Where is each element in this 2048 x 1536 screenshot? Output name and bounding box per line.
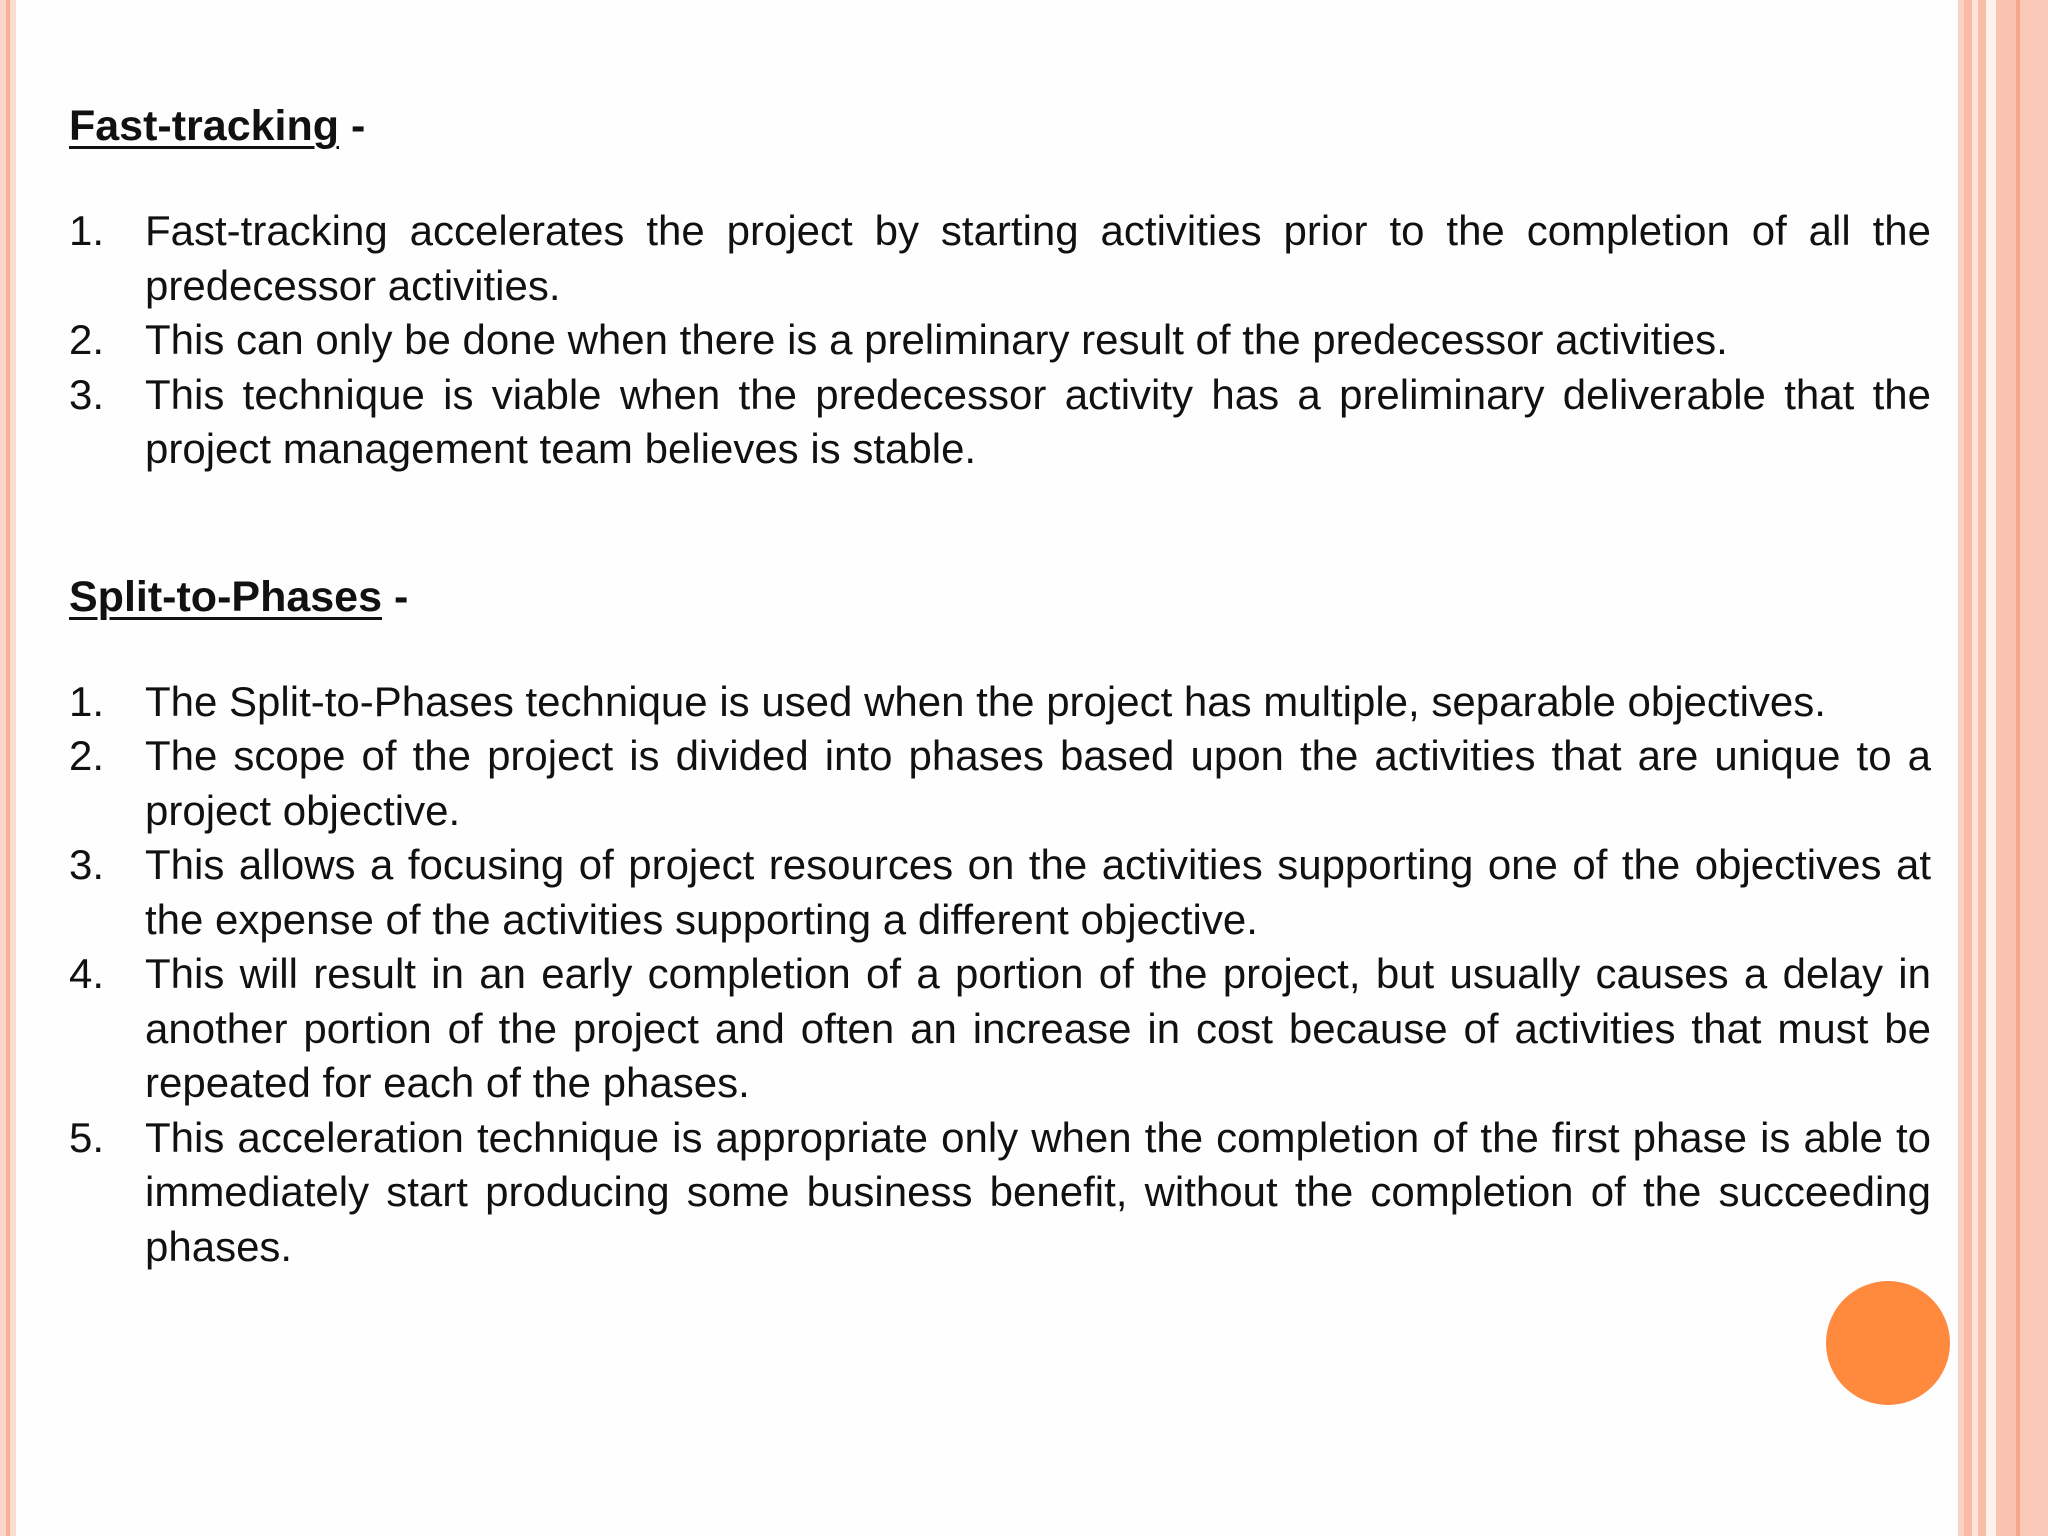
- right-border-stripe: [1986, 0, 1996, 1536]
- list-item-number: 1.: [69, 207, 105, 254]
- list-item-number: 3.: [69, 370, 105, 418]
- right-border-stripe: [1964, 0, 1972, 1536]
- list-item: [69, 675, 1931, 730]
- list-item-text: The Split-to-Phases technique is used when the project has multiple, separable objectives.: [145, 677, 1826, 725]
- list-item-text: Fast-tracking accelerates the project by starting activities prior to the completion of all the predecessor activities.: [145, 207, 1931, 309]
- left-border-stripe: [10, 0, 16, 1536]
- list-item: [69, 729, 1931, 838]
- list-item: [69, 368, 1931, 477]
- list-item: [69, 204, 1931, 313]
- section-fast-tracking: [69, 96, 1931, 477]
- split-to-phases-list: [69, 675, 1931, 1275]
- right-border-stripe: [1996, 0, 2016, 1536]
- right-border-decoration: [1958, 0, 2048, 1536]
- list-item-number: 1.: [69, 677, 105, 725]
- section-heading-suffix: -: [339, 102, 366, 150]
- accent-circle: [1826, 1281, 1950, 1405]
- section-split-to-phases: [69, 567, 1931, 1275]
- list-item-text: This can only be done when there is a preliminary result of the predecessor activities.: [145, 316, 1728, 363]
- list-item-number: 2.: [69, 316, 105, 363]
- section-heading-text: Fast-tracking: [69, 102, 340, 150]
- list-item-text: This allows a focusing of project resources on the activities supporting one of the objectives at the expense of the activities supporting a different objective.: [145, 841, 1931, 943]
- section-heading: [69, 567, 1931, 627]
- section-heading: [69, 96, 1931, 156]
- list-item-number: 5.: [69, 1113, 105, 1161]
- list-item-number: 3.: [69, 841, 105, 888]
- slide-content: [69, 96, 1931, 1274]
- list-item-text: This technique is viable when the predecessor activity has a preliminary deliverable that the project management team believes is stable.: [145, 370, 1931, 472]
- list-item-text: This acceleration technique is appropriate only when the completion of the first phase is able to immediately start producing some business benefit, without the completion of the succeeding phases.: [145, 1113, 1931, 1270]
- section-heading-suffix: -: [382, 572, 409, 621]
- list-item: [69, 838, 1931, 947]
- list-item-text: This will result in an early completion of a portion of the project, but usually causes a delay in another portion of the project and often an increase in cost because of activities that must be repeated for each of the phases.: [145, 950, 1931, 1106]
- list-item: [69, 1111, 1931, 1275]
- list-item-number: 4.: [69, 950, 105, 997]
- list-item-number: 2.: [69, 732, 105, 779]
- section-heading-text: Split-to-Phases: [69, 572, 382, 621]
- fast-tracking-list: [69, 204, 1931, 477]
- list-item: [69, 313, 1931, 368]
- list-item-text: The scope of the project is divided into phases based upon the activities that are unique to a project objective.: [145, 732, 1931, 834]
- right-border-stripe: [1978, 0, 1986, 1536]
- list-item: [69, 947, 1931, 1111]
- right-border-stripe: [2020, 0, 2048, 1536]
- left-border-decoration: [0, 0, 20, 1536]
